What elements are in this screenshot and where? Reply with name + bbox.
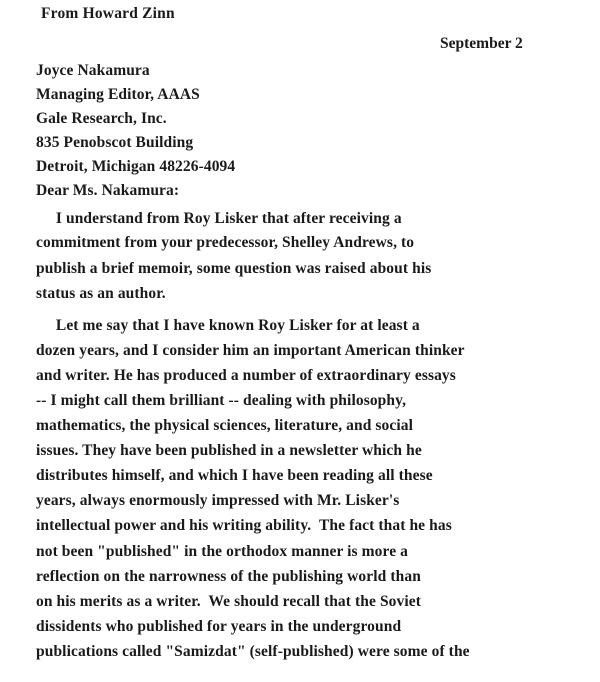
recipient-city: Detroit, Michigan 48226-4094: [36, 158, 236, 175]
letter-date: September 2: [440, 35, 523, 52]
body-line: issues. They have been published in a newsletter which he: [36, 442, 422, 459]
body-line: not been "published" in the orthodox manner is more a: [36, 543, 409, 560]
body-line: dissidents who published for years in the underground: [36, 618, 402, 635]
body-line: reflection on the narrowness of the publishing world than: [36, 568, 421, 585]
recipient-name: Joyce Nakamura: [36, 62, 150, 79]
body-line: status as an author.: [36, 285, 166, 302]
recipient-title: Managing Editor, AAAS: [36, 86, 200, 103]
sender-line: From Howard Zinn: [41, 5, 175, 22]
recipient-company: Gale Research, Inc.: [36, 110, 167, 127]
body-line: dozen years, and I consider him an important American thinker: [36, 342, 465, 359]
body-line: Let me say that I have known Roy Lisker for at least a: [36, 317, 420, 334]
body-line: publications called "Samizdat" (self-published) were some of the: [36, 643, 470, 660]
body-line: years, always enormously impressed with Mr. Lisker's: [36, 492, 400, 509]
body-line: intellectual power and his writing ability. The fact that he has: [36, 517, 452, 534]
body-line: and writer. He has produced a number of extraordinary essays: [36, 367, 456, 384]
body-line: mathematics, the physical sciences, literature, and social: [36, 417, 414, 434]
body-line: I understand from Roy Lisker that after receiving a: [36, 210, 402, 227]
body-line: -- I might call them brilliant -- dealing with philosophy,: [36, 392, 407, 409]
body-line: commitment from your predecessor, Shelley Andrews, to: [36, 234, 415, 251]
salutation: Dear Ms. Nakamura:: [36, 182, 180, 199]
body-line: distributes himself, and which I have been reading all these: [36, 467, 433, 484]
body-line: publish a brief memoir, some question was raised about his: [36, 260, 432, 277]
body-line: on his merits as a writer. We should recall that the Soviet: [36, 593, 422, 610]
recipient-street: 835 Penobscot Building: [36, 134, 194, 151]
